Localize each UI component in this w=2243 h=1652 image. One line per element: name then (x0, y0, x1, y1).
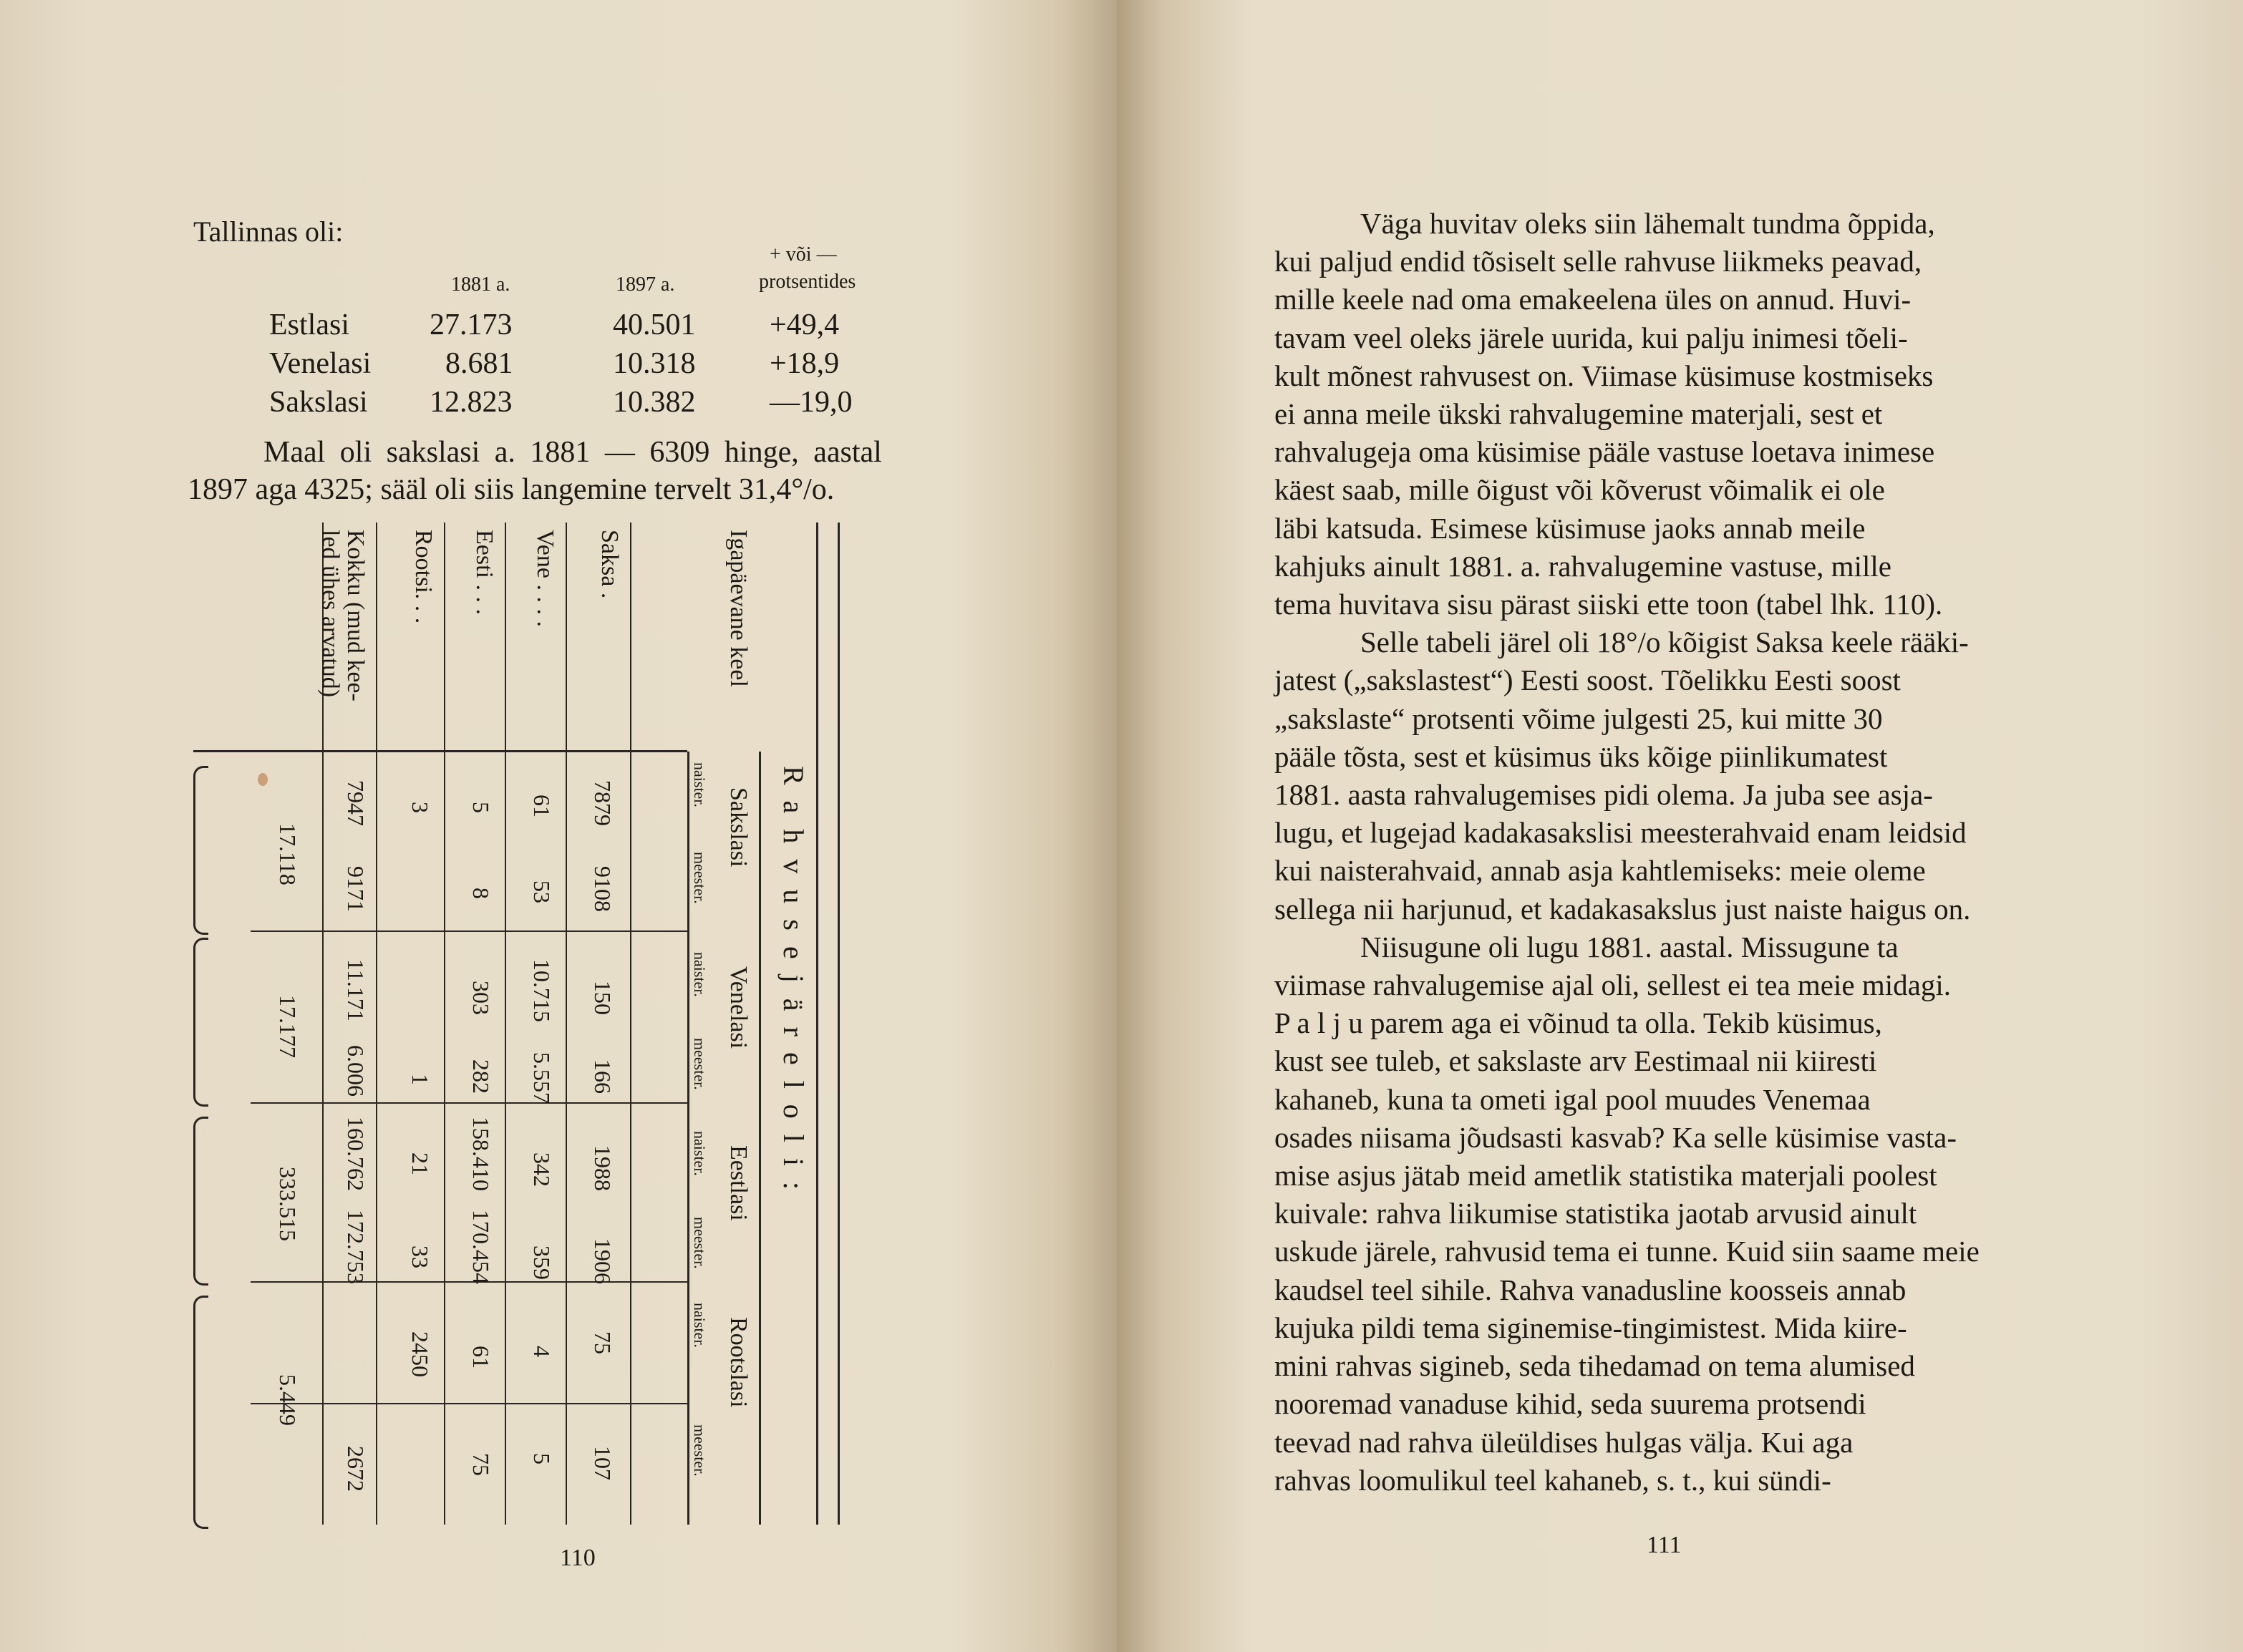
text-line: käest saab, mille õigust või kõverust võimalik ei ole (1274, 473, 1885, 507)
summary-cell-1897: 10.382 (613, 386, 696, 419)
text-line: rahvas loomulikul teel kahaneb, s. t., kui sündi- (1274, 1463, 1831, 1497)
summary-cell-pct: +49,4 (770, 308, 840, 341)
table-cell: 7879 (590, 780, 616, 826)
table-cell: 107 (590, 1446, 616, 1480)
summary-row-label: Sakslasi (269, 386, 368, 419)
table-cell: 342 (529, 1152, 555, 1187)
summary-cell-pct: —19,0 (770, 386, 853, 419)
text-line: P a l j u parem aga ei võinud ta olla. Tekib küsimus, (1274, 1006, 1882, 1040)
text-line: rahvalugeja oma küsimise pääle vastuse loetava inimese (1274, 435, 1935, 469)
row-label: Saksa . (596, 530, 623, 599)
text-line: nooremad vanaduse kihid, seda suurema protsendi (1274, 1387, 1866, 1421)
group-name: Rootslasi (725, 1317, 752, 1408)
table-cell: 303 (468, 981, 494, 1015)
table-cell: 158.410 (468, 1117, 494, 1191)
table-cell: 5 (529, 1453, 555, 1464)
text-line: kahaneb, kuna ta ometi igal pool muudes Venemaa (1274, 1082, 1871, 1116)
text-line: uskude järele, rahvusid tema ei tunne. Kuid siin saame meie (1274, 1235, 1980, 1268)
summary-cell-1881: 12.823 (430, 386, 513, 419)
group-header-label: R a h v u s e j ä r e l o l i : (777, 766, 810, 1195)
col-header-plusminus: + või — (770, 243, 837, 266)
table-cell: 9108 (590, 866, 616, 912)
page-number: 111 (1647, 1532, 1682, 1558)
summary-cell-1881: 8.681 (445, 347, 513, 380)
text-line: osades niisama jõudsasti kasvab? Ka selle küsimise vasta- (1274, 1120, 1957, 1154)
table-cell: 11.171 (343, 959, 369, 1021)
text-line: Selle tabeli järel oli 18°/o kõigist Saksa keele rääki- (1360, 626, 1969, 659)
text-line: pääle tõsta, sest et küsimus üks kõige piinlikumatest (1274, 739, 1888, 773)
col-header-pct: protsentides (759, 271, 856, 293)
text-line: läbi katsuda. Esimese küsimuse jaoks annab meile (1274, 511, 1866, 545)
text-line: kui naisterahvaid, annab asja kahtlemiseks: meie oleme (1274, 854, 1926, 888)
table-cell: 5.557 (529, 1052, 555, 1104)
sub-header: meester. (691, 1424, 709, 1477)
table-cell: 33 (407, 1245, 433, 1268)
text-line: kult mõnest rahvusest on. Viimase küsimuse kostmiseks (1274, 359, 1934, 392)
table-cell: 4 (529, 1346, 555, 1357)
text-line: mini rahvas sigineb, seda tihedamad on tema alumised (1274, 1349, 1915, 1383)
row-header-label: Igapäevane keel (725, 530, 752, 687)
text-line: kahjuks ainult 1881. a. rahvalugemine vastuse, mille (1274, 549, 1891, 583)
summary-cell-1881: 27.173 (430, 308, 513, 341)
group-name: Sakslasi (725, 787, 752, 868)
table-cell: 2450 (407, 1331, 433, 1377)
group-name: Eestlasi (725, 1145, 752, 1221)
table-cell: 359 (529, 1245, 555, 1280)
table-cell: 9171 (343, 866, 369, 912)
sub-header: naister. (691, 1303, 709, 1348)
summary-row-label: Venelasi (269, 347, 372, 380)
table-cell: 75 (590, 1331, 616, 1354)
text-line: lugu, et lugejad kadakasakslisi meesterahvaid enam leidsid (1274, 816, 1967, 850)
text-line: „sakslaste“ protsenti võime julgesti 25, kui mitte 30 (1274, 701, 1883, 735)
paragraph-line: 1897 aga 4325; sääl oli siis langemine tervelt 31,4°/o. (188, 473, 835, 506)
group-total: 17.177 (275, 995, 301, 1058)
table-cell: 170.454 (468, 1210, 494, 1284)
table-cell: 1988 (590, 1145, 616, 1191)
table-cell: 160.762 (343, 1117, 369, 1191)
text-line: tavam veel oleks järele uurida, kui palju inimesi tõeli- (1274, 321, 1908, 354)
summary-cell-1897: 40.501 (613, 308, 696, 341)
table-cell: 53 (529, 880, 555, 903)
text-line: tema huvitava sisu pärast siiski ette toon (tabel lhk. 110). (1274, 588, 1943, 621)
row-label: Rootsi. . . (410, 530, 437, 624)
summary-row-label: Estlasi (269, 308, 349, 341)
row-label: Kokku (mud kee- (342, 530, 369, 701)
sub-header: naister. (691, 1131, 709, 1176)
text-line: Niisugune oli lugu 1881. aastal. Missugune ta (1360, 930, 1899, 963)
left-page (0, 0, 1117, 1652)
table-cell: 150 (590, 981, 616, 1015)
text-line: mille keele nad oma emakeelena üles on annud. Huvi- (1274, 283, 1912, 316)
row-label: Vene . . . . (532, 530, 558, 627)
col-header-1897: 1897 a. (616, 273, 675, 296)
summary-cell-1897: 10.318 (613, 347, 696, 380)
text-line: kust see tuleb, et sakslaste arv Eestimaal nii kiiresti (1274, 1044, 1877, 1078)
table-cell: 6.006 (343, 1045, 369, 1097)
table-cell: 75 (468, 1453, 494, 1476)
ink-spot (258, 773, 268, 786)
sub-header: meester. (691, 852, 709, 904)
sub-header: meester. (691, 1217, 709, 1269)
row-label: led ühes arvatud) (317, 530, 344, 698)
text-line: teevad nad rahva üleüldises hulgas välja. Kui aga (1274, 1425, 1854, 1459)
sub-header: meester. (691, 1038, 709, 1090)
table-cell: 61 (468, 1346, 494, 1369)
sub-header: naister. (691, 952, 709, 997)
total-brace (193, 938, 208, 1107)
body-text (1274, 205, 2040, 1500)
table-cell: 5 (468, 802, 494, 813)
text-line: viimase rahvalugemise ajal oli, sellest ei tea meie midagi. (1274, 968, 1951, 1002)
group-name: Venelasi (725, 966, 752, 1049)
group-total: 5.449 (275, 1374, 301, 1426)
table-cell: 8 (468, 888, 494, 899)
col-header-1881: 1881 a. (451, 273, 510, 296)
table-cell: 282 (468, 1059, 494, 1094)
total-brace (193, 766, 208, 935)
table-cell: 21 (407, 1152, 433, 1175)
text-line: kui paljud endid tõsiselt selle rahvuse liikmeks peavad, (1274, 245, 1922, 278)
table-cell: 166 (590, 1059, 616, 1094)
table-cell: 172.753 (343, 1210, 369, 1284)
paragraph-line: Maal oli sakslasi a. 1881 — 6309 hinge, aastal (263, 436, 882, 469)
table-cell: 7947 (343, 780, 369, 826)
text-line: mise asjus jätab meid ametlik statistika materjali poolest (1274, 1159, 1937, 1192)
text-line: jatest („sakslastest“) Eesti soost. Tõelikku Eesti soost (1274, 664, 1901, 697)
table-cell: 61 (529, 795, 555, 817)
group-total: 17.118 (275, 823, 301, 885)
text-line: kuivale: rahva liikumise statistika jaotab arvusid ainult (1274, 1197, 1917, 1230)
sub-header: naister. (691, 762, 709, 807)
text-line: kujuka pildi tema siginemise-tingimistest. Mida kiire- (1274, 1311, 1907, 1344)
summary-cell-pct: +18,9 (770, 347, 840, 380)
total-brace (193, 1296, 208, 1529)
table-cell: 10.715 (529, 959, 555, 1022)
page-number: 110 (560, 1545, 596, 1571)
table-cell: 1 (407, 1074, 433, 1085)
rotated-census-table (129, 523, 873, 1532)
group-total: 333.515 (275, 1167, 301, 1241)
text-line: Väga huvitav oleks siin lähemalt tundma õppida, (1360, 207, 1935, 240)
table-cell: 3 (407, 802, 433, 813)
table-cell: 2672 (343, 1446, 369, 1492)
text-line: kaudsel teel sihile. Rahva vanadusline koosseis annab (1274, 1273, 1907, 1306)
text-line: sellega nii harjunud, et kadakasakslus just naiste haigus on. (1274, 892, 1971, 925)
left-heading: Tallinnas oli: (193, 215, 344, 248)
text-line: ei anna meile ükski rahvalugemine materjali, sest et (1274, 397, 1883, 431)
text-line: 1881. aasta rahvalugemises pidi olema. Ja juba see asja- (1274, 778, 1933, 812)
row-label: Eesti . . . (471, 530, 498, 615)
total-brace (193, 1117, 208, 1286)
table-cell: 1906 (590, 1238, 616, 1284)
